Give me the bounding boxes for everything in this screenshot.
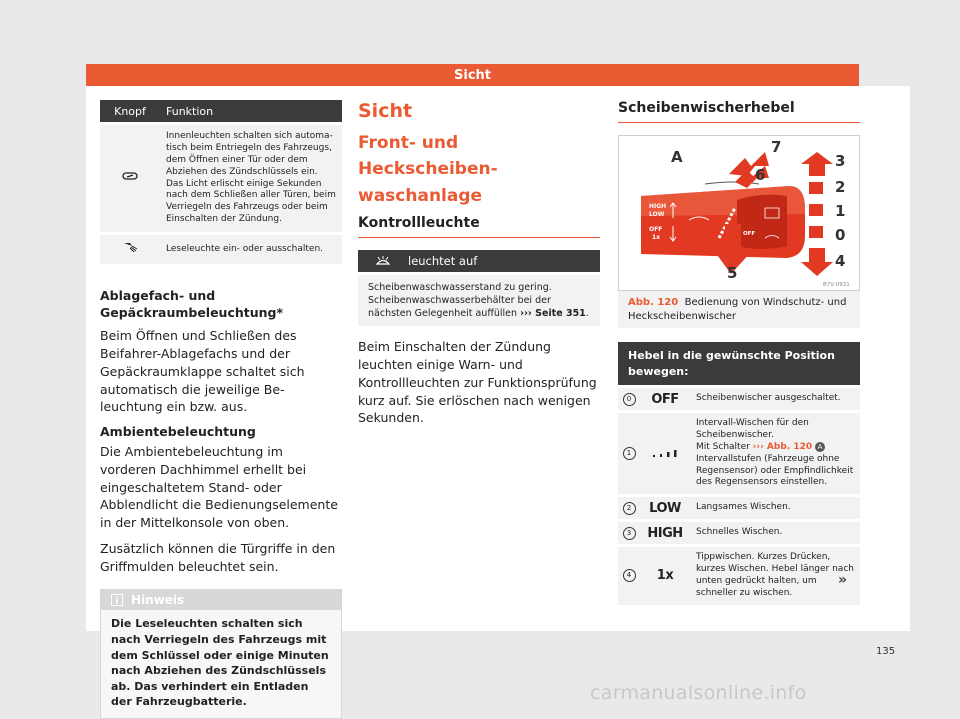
wiper-lever-figure — [618, 135, 860, 291]
position-symbol: LOW — [640, 497, 690, 519]
fig-label-6: 6 — [755, 166, 766, 184]
page-ref-link[interactable]: ››› Seite 351 — [520, 308, 586, 320]
section-title: Sicht — [358, 100, 413, 122]
table-row — [618, 522, 860, 544]
lever-label-high: HIGH — [649, 203, 667, 210]
row-text: Intervall-Wischen für den Scheibenwischer. Mit Schalter ››› Abb. 120 A Intervallstufen (Fahrzeuge ohne Regensensor) oder Empfindlichkeit des Regensensors einstellen. — [690, 413, 860, 494]
right-column — [618, 100, 860, 608]
page-number: 135 — [876, 646, 896, 657]
griff-text: Zusätzlich können die Türgriffe in den Griffmulden beleuchtet sein. — [100, 540, 336, 574]
watermark: carmanualsonline.info — [590, 682, 807, 704]
lever-label-rear-off: OFF — [743, 231, 756, 237]
ignition-text: Beim Einschalten der Zündung leuchten einige Warn- und Kontrollleuchten zur Funktionsprüfung kurz auf. Sie erlöschen nach wenigen Sekunden. — [358, 339, 597, 426]
row-text: Langsames Wischen. — [690, 497, 860, 519]
row-text: Leseleuchte ein- oder ausschalten. — [160, 235, 342, 264]
hinweis-title: Hinweis — [131, 593, 185, 608]
warning-label: leuchtet auf — [408, 254, 478, 269]
fig-label-4: 4 — [835, 252, 846, 270]
row-text: Innenleuchten schalten sich automatisch beim Entriegeln des Fahrzeugs, dem Öffnen einer Tür oder dem Abziehen des Zündschlüssels ein. Das Licht erlischt einige Sekunden nach dem Schließen aller Türen, beim Verriegeln des Fahrzeugs oder beim Einschalten der Zündung. — [160, 125, 342, 232]
warning-text: Scheibenwaschwasserstand zu gering. Scheibenwaschwasserbehälter bei der nächsten Gelegenheit auffüllen ››› Seite 351. — [358, 275, 600, 326]
fig-label-5: 5 — [727, 264, 738, 282]
fig-label-7: 7 — [771, 138, 782, 156]
position-symbol: HIGH — [640, 522, 690, 544]
kontroll-heading: Kontrollleuchte — [358, 215, 600, 238]
position-number: 1 — [623, 447, 636, 460]
reading-light-icon — [122, 241, 138, 253]
figure-code: B7V-0931 — [823, 282, 850, 288]
position-number: 0 — [623, 393, 636, 406]
front-title: Front- und Heckscheibenwaschanlage — [358, 133, 498, 206]
interval-icon — [652, 447, 678, 457]
table-row — [100, 125, 342, 232]
row-text: Schnelles Wischen. — [690, 522, 860, 544]
position-number: 4 — [623, 569, 636, 582]
fig-label-2: 2 — [835, 178, 846, 196]
position-symbol: OFF — [640, 388, 690, 410]
badge-A: A — [815, 442, 825, 452]
col-header-funktion: Funktion — [160, 100, 342, 122]
position-number: 3 — [623, 527, 636, 540]
ambient-heading: Ambientebeleuchtung — [100, 424, 256, 440]
fig-label-3: 3 — [835, 152, 846, 170]
position-number: 2 — [623, 502, 636, 515]
washer-fluid-icon — [375, 255, 391, 267]
table-row — [100, 235, 342, 264]
left-column — [100, 100, 342, 719]
continue-mark: » — [838, 572, 848, 588]
table-row — [618, 388, 860, 410]
lever-heading: Hebel in die gewünschte Position bewegen: — [618, 342, 860, 385]
chapter-title: Sicht — [454, 67, 491, 83]
table-row — [618, 497, 860, 519]
wiper-lever-illustration — [619, 136, 859, 290]
chapter-header — [86, 64, 859, 86]
figure-number: Abb. 120 — [628, 297, 679, 308]
table-row — [618, 547, 860, 605]
table-row — [618, 413, 860, 494]
ambient-text: Die Ambientebeleuchtung im vorderen Dachhimmel erhellt bei eingeschaltetem Stand- oder Abblendlicht die Bedienungselemente in der Mittelkonsole von oben. — [100, 444, 338, 531]
ablage-text: Beim Öffnen und Schließen des Beifahrer-Ablagefachs und der Gepäckraumklappe schaltet sich automatisch die jeweilige Beleuchtung ein bzw. aus. — [100, 328, 305, 415]
function-table — [100, 97, 342, 267]
figure-ref-link[interactable]: ››› Abb. 120 — [752, 441, 813, 452]
row-text: Tippwischen. Kurzes Drücken, kurzes Wischen. Hebel länger nach unten gedrückt halten, um schneller zu wischen. — [690, 547, 860, 605]
middle-column — [358, 100, 600, 427]
position-symbol: 1x — [640, 547, 690, 605]
col-header-knopf: Knopf — [100, 100, 160, 122]
hinweis-box — [100, 589, 342, 719]
ablage-heading: Ablagefach- und Gepäckraumbeleuchtung* — [100, 287, 284, 321]
info-icon — [111, 594, 123, 606]
wiper-heading: Scheibenwischerhebel — [618, 100, 860, 123]
warning-light-header — [358, 250, 600, 272]
lever-label-off: OFF — [649, 226, 663, 233]
fig-label-A: A — [671, 148, 683, 166]
lever-table — [618, 385, 860, 607]
row-text: Scheibenwischer ausgeschaltet. — [690, 388, 860, 410]
lever-label-1x: 1x — [652, 234, 661, 241]
interior-light-icon — [122, 170, 138, 182]
fig-label-0: 0 — [835, 226, 846, 244]
lever-label-low: LOW — [649, 211, 665, 218]
hinweis-text: Die Leseleuchten schalten sich nach Verriegeln des Fahrzeugs mit dem Schlüssel oder einige Minuten nach Abziehen des Zündschlüssels ab. Das verhindert ein Entladen der Fahrzeugbatterie. — [111, 617, 329, 709]
figure-caption: Abb. 120 Bedienung von Windschutz- und Heckscheibenwischer — [618, 291, 860, 328]
fig-label-1: 1 — [835, 202, 846, 220]
